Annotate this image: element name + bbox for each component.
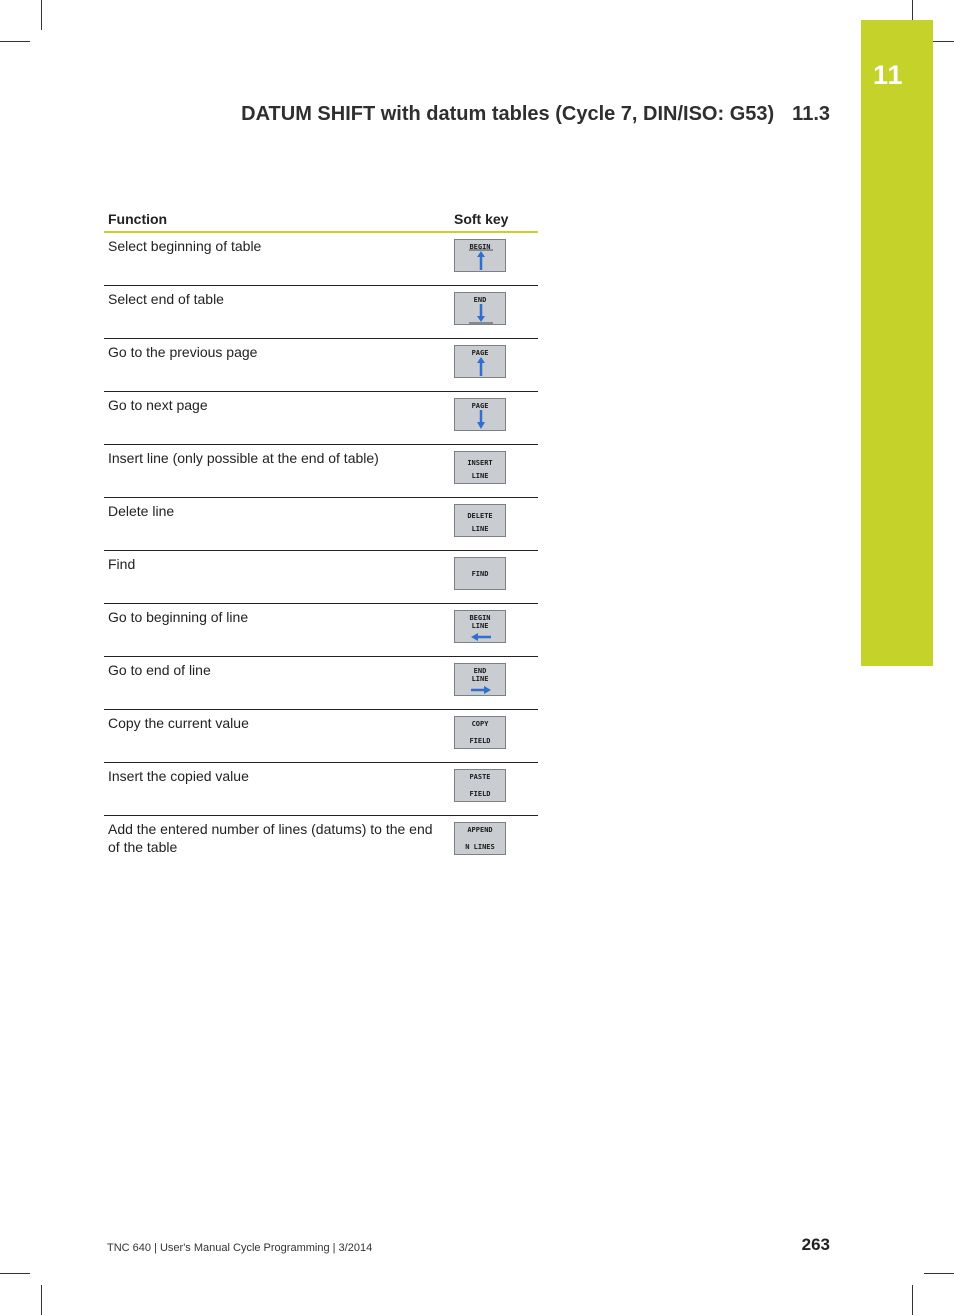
arrow-left-icon <box>455 611 507 644</box>
table-row <box>104 763 538 816</box>
arrow-down-bar-icon <box>455 293 507 326</box>
page-header <box>241 103 830 126</box>
softkey-label: BEGIN <box>469 243 491 251</box>
function-cell: Go to next page <box>104 392 450 445</box>
softkey-label: PASTE <box>469 773 491 781</box>
softkey-label: BEGIN <box>469 614 491 622</box>
softkey-label: N LINES <box>465 843 495 851</box>
column-header-function: Function <box>104 208 450 232</box>
softkey-cell <box>450 816 538 869</box>
softkey-cell <box>450 710 538 763</box>
paste-field-softkey[interactable] <box>454 769 506 802</box>
softkey-cell <box>450 604 538 657</box>
softkey-label: FIELD <box>469 737 491 745</box>
softkey-cell <box>450 763 538 816</box>
end-softkey[interactable] <box>454 292 506 325</box>
table-row <box>104 657 538 710</box>
softkey-cell <box>450 339 538 392</box>
crop-mark <box>924 1273 954 1274</box>
softkey-label: LINE <box>471 675 489 683</box>
delete-line-softkey[interactable] <box>454 504 506 537</box>
function-cell: Insert the copied value <box>104 763 450 816</box>
header-title: DATUM SHIFT with datum tables (Cycle 7, DIN/ISO: G53) <box>241 103 775 125</box>
crop-mark <box>41 1285 42 1315</box>
page-up-softkey[interactable] <box>454 345 506 378</box>
softkey-label: PAGE <box>471 402 489 410</box>
softkey-cell <box>450 445 538 498</box>
softkey-label: END <box>473 667 487 675</box>
softkey-label: LINE <box>471 472 489 480</box>
footer-text: TNC 640 | User's Manual Cycle Programming | 3/2014 <box>107 1242 373 1254</box>
softkey-label: FIELD <box>469 790 491 798</box>
softkey-label: COPY <box>471 720 489 728</box>
end-line-softkey[interactable] <box>454 663 506 696</box>
softkey-label: DELETE <box>467 512 493 520</box>
crop-mark <box>912 0 913 20</box>
softkey-label: PAGE <box>471 349 489 357</box>
table-row <box>104 392 538 445</box>
table-row <box>104 445 538 498</box>
function-cell: Go to beginning of line <box>104 604 450 657</box>
begin-softkey[interactable] <box>454 239 506 272</box>
function-cell: Delete line <box>104 498 450 551</box>
softkey-label: END <box>473 296 487 304</box>
softkey-label: FIND <box>471 570 489 578</box>
insert-line-softkey[interactable] <box>454 451 506 484</box>
softkey-label: LINE <box>471 525 489 533</box>
table-row <box>104 286 538 339</box>
arrow-up-icon <box>455 346 507 379</box>
softkey-cell <box>450 657 538 710</box>
softkey-cell <box>450 498 538 551</box>
function-cell: Insert line (only possible at the end of table) <box>104 445 450 498</box>
header-section: 11.3 <box>792 103 830 125</box>
function-cell: Copy the current value <box>104 710 450 763</box>
table-row <box>104 232 538 286</box>
softkey-label: LINE <box>471 622 489 630</box>
crop-mark <box>41 0 42 30</box>
chapter-number: 11 <box>873 60 904 90</box>
table-row <box>104 816 538 869</box>
find-softkey[interactable] <box>454 557 506 590</box>
softkey-cell <box>450 286 538 339</box>
table-row <box>104 604 538 657</box>
page-down-softkey[interactable] <box>454 398 506 431</box>
softkey-label: INSERT <box>467 459 493 467</box>
function-cell: Add the entered number of lines (datums) to the end of the table <box>108 821 433 855</box>
arrow-right-icon <box>455 664 507 697</box>
table-row <box>104 710 538 763</box>
append-n-lines-softkey[interactable] <box>454 822 506 855</box>
softkey-cell <box>450 392 538 445</box>
arrow-up-bar-icon <box>455 240 507 273</box>
softkey-cell <box>450 232 538 286</box>
function-cell: Select beginning of table <box>104 232 450 286</box>
function-cell: Go to end of line <box>104 657 450 710</box>
table-header-row <box>104 208 538 232</box>
table-row <box>104 498 538 551</box>
column-header-softkey: Soft key <box>450 208 538 232</box>
softkey-label: APPEND <box>467 826 493 834</box>
table-row <box>104 339 538 392</box>
crop-mark <box>912 1285 913 1315</box>
function-cell: Find <box>104 551 450 604</box>
copy-field-softkey[interactable] <box>454 716 506 749</box>
function-cell: Select end of table <box>104 286 450 339</box>
chapter-tab <box>861 20 933 666</box>
page-number: 263 <box>801 1235 830 1254</box>
begin-line-softkey[interactable] <box>454 610 506 643</box>
table-row <box>104 551 538 604</box>
softkey-cell <box>450 551 538 604</box>
crop-mark <box>0 41 30 42</box>
crop-mark <box>0 1273 30 1274</box>
function-cell: Go to the previous page <box>104 339 450 392</box>
arrow-down-icon <box>455 399 507 432</box>
function-table <box>104 208 538 868</box>
